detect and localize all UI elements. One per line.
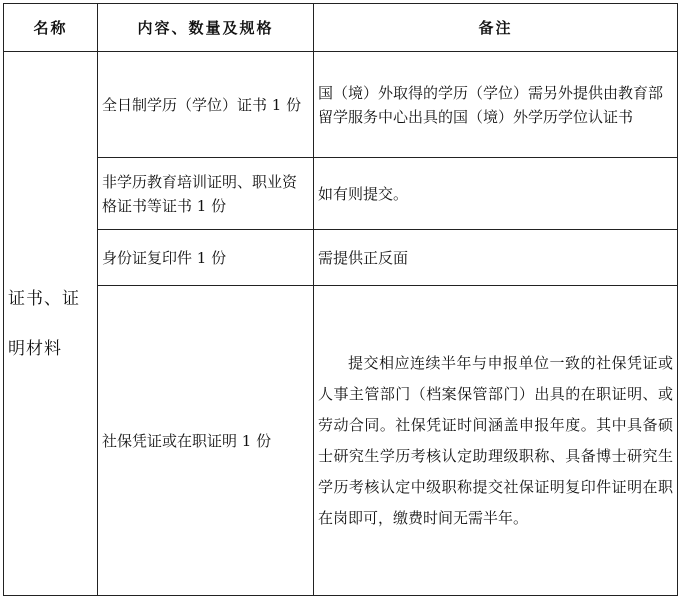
header-name: 名称 <box>4 4 98 52</box>
table-row <box>4 52 678 158</box>
note-cell: 如有则提交。 <box>314 158 678 230</box>
table-header-row <box>4 4 678 52</box>
note-cell: 需提供正反面 <box>314 230 678 286</box>
note-cell: 提交相应连续半年与申报单位一致的社保凭证或人事主管部门（档案保管部门）出具的在职证明、或劳动合同。社保凭证时间涵盖申报年度。其中具备硕士研究生学历考核认定助理级职称、具备博士研究生学历考核认定中级职称提交社保证明复印件证明在职在岗即可，缴费时间无需半年。 <box>314 286 678 596</box>
table-row <box>4 286 678 596</box>
note-cell: 国（境）外取得的学历（学位）需另外提供由教育部留学服务中心出具的国（境）外学历学位认证书 <box>314 52 678 158</box>
table-row <box>4 158 678 230</box>
content-cell: 社保凭证或在职证明 1 份 <box>98 286 314 596</box>
category-cell: 证书、证明材料 <box>4 52 98 596</box>
header-note: 备注 <box>314 4 678 52</box>
table-row <box>4 230 678 286</box>
header-content: 内容、数量及规格 <box>98 4 314 52</box>
content-cell: 身份证复印件 1 份 <box>98 230 314 286</box>
materials-table <box>3 3 678 596</box>
content-cell: 非学历教育培训证明、职业资格证书等证书 1 份 <box>98 158 314 230</box>
content-cell: 全日制学历（学位）证书 1 份 <box>98 52 314 158</box>
